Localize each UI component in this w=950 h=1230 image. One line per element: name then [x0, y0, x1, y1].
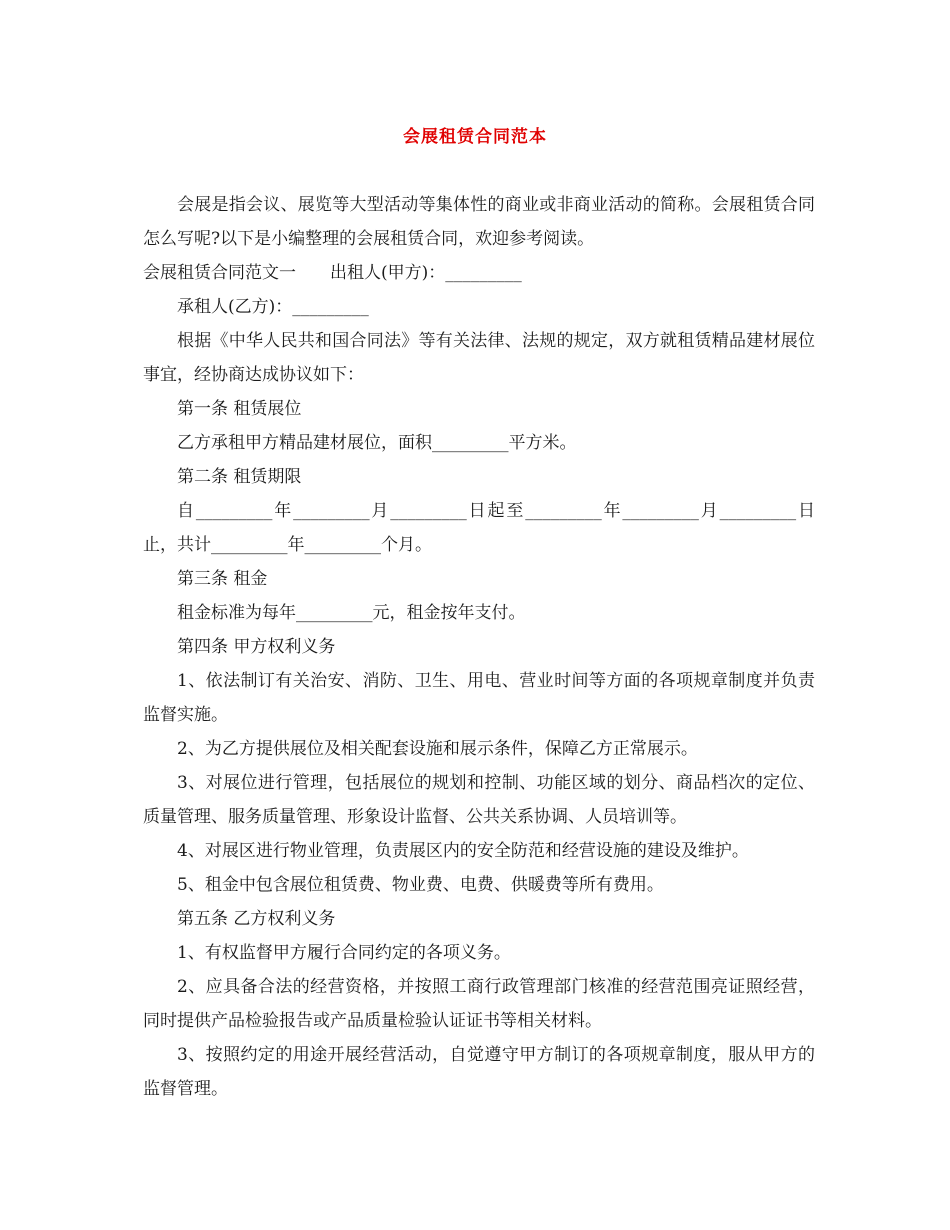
document-title: 会展租赁合同范本: [403, 127, 547, 147]
article-4-item-4: 4、对展区进行物业管理，负责展区内的安全防范和经营设施的建设及维护。: [177, 841, 749, 861]
lessor-line: 会展租赁合同范文一 出租人(甲方)：_________: [143, 263, 522, 283]
article-5-item-3: 3、按照约定的用途开展经营活动，自觉遵守甲方制订的各项规章制度，服从甲方的监督管理。: [143, 1045, 815, 1099]
article-1-text: 乙方承租甲方精品建材展位，面积_________平方米。: [177, 433, 577, 453]
article-2-text: 自_________年_________月_________日起至_________年_________月_________日止，共计_________年_________个月。: [143, 501, 815, 555]
article-4-item-1: 1、依法制订有关治安、消防、卫生、用电、营业时间等方面的各项规章制度并负责监督实施。: [143, 671, 815, 725]
article-5-heading: 第五条 乙方权利义务: [177, 909, 336, 929]
article-2-heading: 第二条 租赁期限: [177, 467, 302, 487]
intro-paragraph: 会展是指会议、展览等大型活动等集体性的商业或非商业活动的简称。会展租赁合同怎么写呢?以下是小编整理的会展租赁合同，欢迎参考阅读。: [143, 195, 815, 249]
article-4-item-2: 2、为乙方提供展位及相关配套设施和展示条件，保障乙方正常展示。: [177, 739, 698, 759]
article-5-item-1: 1、有权监督甲方履行合同约定的各项义务。: [177, 943, 511, 963]
article-3-heading: 第三条 租金: [177, 569, 268, 589]
article-1-heading: 第一条 租赁展位: [177, 399, 302, 419]
lessee-line: 承租人(乙方)：_________: [177, 297, 369, 317]
article-4-heading: 第四条 甲方权利义务: [177, 637, 336, 657]
article-4-item-3: 3、对展位进行管理，包括展位的规划和控制、功能区域的划分、商品档次的定位、质量管理、服务质量管理、形象设计监督、公共关系协调、人员培训等。: [143, 773, 815, 827]
preamble-paragraph: 根据《中华人民共和国合同法》等有关法律、法规的规定，双方就租赁精品建材展位事宜，经协商达成协议如下：: [143, 331, 815, 385]
article-5-item-2: 2、应具备合法的经营资格，并按照工商行政管理部门核准的经营范围亮证照经营，同时提供产品检验报告或产品质量检验认证证书等相关材料。: [143, 977, 815, 1031]
document-body: [143, 188, 815, 1106]
article-3-text: 租金标准为每年_________元，租金按年支付。: [177, 603, 526, 623]
article-4-item-5: 5、租金中包含展位租赁费、物业费、电费、供暖费等所有费用。: [177, 875, 664, 895]
